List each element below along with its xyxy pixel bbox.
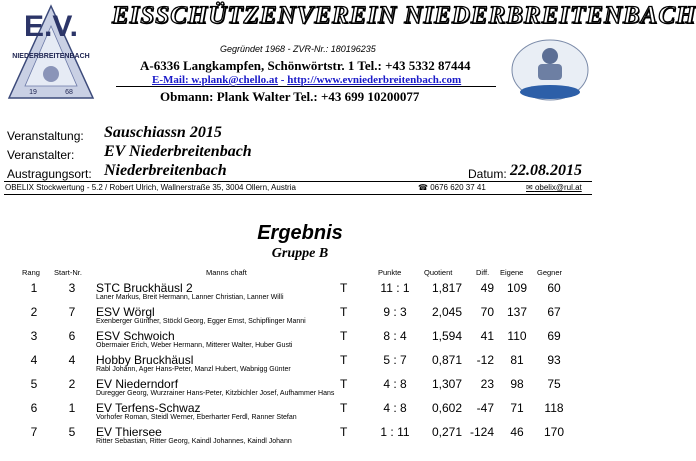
cell-own: 98 [510,377,524,391]
header-own: Eigene [500,268,524,277]
cell-points: 5 : 7 [383,353,407,367]
cell-quotient: 1,594 [431,329,462,343]
team-members: Vorhofer Roman, Steidl Werner, Eberharter Ferdl, Ranner Stefan [96,414,297,421]
cell-opp: 118 [544,401,564,415]
cell-points: 4 : 8 [383,401,407,415]
website-link[interactable]: http://www.evniederbreitenbach.com [287,74,462,86]
header-diff: Diff. [476,268,490,277]
cell-flag: T [340,305,348,319]
header-quotient: Quotient [424,268,453,277]
cell-own: 109 [506,281,528,295]
svg-text:68: 68 [65,89,73,96]
cell-own: 81 [510,353,524,367]
cell-diff: 23 [480,377,494,391]
header-team: Manns chaft [206,268,247,277]
cell-flag: T [340,401,348,415]
date-label: Datum: [468,167,507,181]
date-value: 22.08.2015 [510,162,582,179]
cell-own: 71 [510,401,524,415]
cell-quotient: 1,307 [431,377,462,391]
software-divider [4,194,592,195]
cell-team: ESV Wörgl [96,305,155,319]
svg-text:19: 19 [29,89,37,96]
cell-team: EV Thiersee [96,425,162,439]
cell-own: 110 [507,329,527,343]
cell-team: ESV Schwoich [96,329,175,343]
club-name: EISSCHÜTZENVEREIN NIEDERBREITENBACH [112,2,696,29]
header-divider [116,86,496,87]
team-members: Exenberger Günther, Stöckl Georg, Egger Ernst, Schipflinger Manni [96,318,306,325]
cell-quotient: 0,602 [431,401,462,415]
cell-points: 4 : 8 [383,377,407,391]
cell-diff: -124 [469,425,494,439]
cell-start: 7 [68,305,76,319]
cell-start: 5 [68,425,76,439]
cell-start: 2 [68,377,76,391]
organizer-label: Veranstalter: [7,148,75,162]
software-phone: ☎ 0676 620 37 41 [418,183,486,192]
cell-team: EV Niederndorf [96,377,179,391]
club-logo [3,2,99,102]
phone-number: 0676 620 37 41 [430,183,486,192]
cell-flag: T [340,281,348,295]
header-points: Punkte [378,268,402,277]
cell-flag: T [340,425,348,439]
cell-rank: 5 [30,377,38,391]
cell-own: 137 [506,305,528,319]
cell-opp: 69 [547,329,561,343]
cell-team: Hobby Bruckhäusl [96,353,194,367]
event-value: Sauschiassn 2015 [104,124,222,141]
cell-flag: T [340,377,348,391]
cell-rank: 4 [30,353,38,367]
software-credit: OBELIX Stockwertung - 5.2 / Robert Ulrich, Wallnerstraße 35, 3004 Ollern, Austria [5,183,296,192]
founded-line: Gegründet 1968 - ZVR-Nr.: 180196235 [220,44,376,54]
club-address: A-6336 Langkampfen, Schönwörtstr. 1 Tel.: +43 5332 87444 [140,58,471,73]
cell-diff: 70 [480,305,494,319]
cell-opp: 75 [547,377,561,391]
cell-diff: 49 [480,281,494,295]
cell-flag: T [340,329,348,343]
header-opp: Gegner [537,268,563,277]
cell-start: 3 [68,281,76,295]
cell-quotient: 0,871 [431,353,462,367]
info-divider [4,181,592,182]
software-email[interactable]: ✉ obelix@rul.at [526,183,582,192]
cell-rank: 6 [30,401,38,415]
cell-points: 8 : 4 [383,329,407,343]
cell-opp: 93 [547,353,561,367]
cell-opp: 170 [543,425,565,439]
event-label: Veranstaltung: [7,129,84,143]
cell-diff: -12 [476,353,494,367]
contact-separator: - [278,74,288,86]
team-members: Laner Markus, Breit Hermann, Lanner Christian, Lanner Willi [96,294,284,301]
results-title: Ergebnis [257,222,343,244]
header-rank: Rang [22,268,40,277]
cell-diff: -47 [476,401,494,415]
team-members: Duregger Georg, Wurzrainer Hans-Peter, Kitzbichler Josef, Aufhammer Hans [96,390,335,397]
team-members: Rabl Johann, Ager Hans-Peter, Manzl Hubert, Wabnigg Günter [96,366,291,373]
cell-start: 6 [68,329,76,343]
svg-text:NIEDERBREITENBACH: NIEDERBREITENBACH [12,53,90,60]
cell-team: STC Bruckhäusl 2 [96,281,193,295]
team-members: Obermaier Erich, Weber Hermann, Mitterer Walter, Huber Gusti [96,342,293,349]
cell-start: 1 [68,401,76,415]
cell-diff: 41 [480,329,494,343]
email-address: obelix@rul.at [534,183,582,192]
cell-rank: 7 [30,425,38,439]
organizer-value: EV Niederbreitenbach [104,143,252,160]
cell-rank: 3 [30,329,38,343]
results-group: Gruppe B [271,246,329,261]
cell-flag: T [340,353,348,367]
cell-opp: 67 [547,305,561,319]
svg-text:E.V.: E.V. [24,10,78,43]
cell-start: 4 [68,353,76,367]
cell-opp: 60 [547,281,561,295]
cell-own: 46 [510,425,524,439]
curling-stamp-icon [508,30,592,104]
cell-team: EV Terfens-Schwaz [96,401,201,415]
cell-points: 11 : 1 [380,281,410,295]
cell-quotient: 0,271 [431,425,462,439]
cell-rank: 1 [30,281,38,295]
venue-label: Austragungsort: [7,167,92,181]
cell-points: 1 : 11 [380,425,410,439]
chairman-line: Obmann: Plank Walter Tel.: +43 699 10200077 [160,89,420,104]
cell-rank: 2 [30,305,38,319]
cell-quotient: 2,045 [431,305,462,319]
cell-quotient: 1,817 [431,281,462,295]
team-members: Ritter Sebastian, Ritter Georg, Kaindl Johannes, Kaindl Johann [96,438,292,445]
cell-points: 9 : 3 [383,305,407,319]
header-start: Start-Nr. [54,268,82,277]
venue-value: Niederbreitenbach [104,162,227,179]
email-link[interactable]: E-Mail: w.plank@chello.at [152,74,279,86]
contact-line [152,74,461,86]
